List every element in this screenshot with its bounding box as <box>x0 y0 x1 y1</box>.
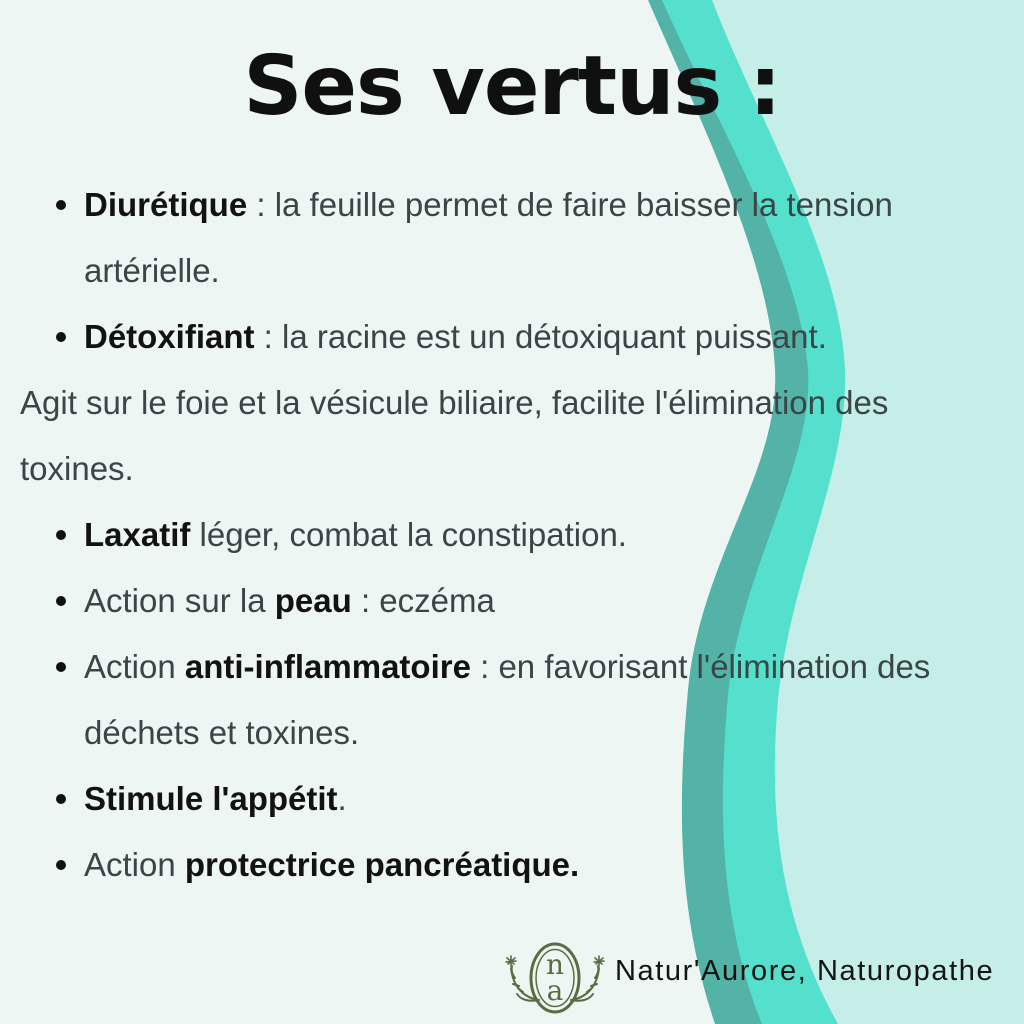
benefit-text-bold: Laxatif <box>84 516 191 553</box>
benefit-text: : eczéma <box>351 582 495 619</box>
benefit-text-bold: Diurétique <box>84 186 248 223</box>
logo-letter-a: a <box>546 974 564 1007</box>
benefit-text: . <box>337 780 347 817</box>
benefit-item <box>84 832 962 898</box>
benefit-item <box>84 634 962 766</box>
bullet-dot <box>56 200 66 210</box>
bullet-dot <box>56 596 66 606</box>
brand-footer <box>503 938 994 1018</box>
benefit-text-bold: Stimule l'appétit <box>84 780 338 817</box>
bullet-dot <box>56 332 66 342</box>
botanical-monogram-logo <box>503 938 607 1018</box>
bullet-dot <box>56 662 66 672</box>
benefit-item <box>84 172 962 304</box>
brand-name: Natur'Aurore, Naturopathe <box>615 954 995 987</box>
benefit-text-bold: peau <box>274 582 352 619</box>
benefit-text: Action sur la <box>84 582 275 619</box>
benefit-paragraph <box>20 370 962 502</box>
benefit-item <box>84 304 962 370</box>
benefit-text-bold: anti-inflammatoire <box>184 648 471 685</box>
benefit-text: : la racine est un détoxiquant puissant. <box>254 318 827 355</box>
bullet-dot <box>56 794 66 804</box>
benefit-text: : la feuille permet de faire baisser la tension artérielle. <box>84 186 893 289</box>
bullet-dot <box>56 530 66 540</box>
logo-letter-n: n <box>545 948 565 981</box>
benefit-text: : en favorisant l'élimination des déchets et toxines. <box>84 648 931 751</box>
benefit-text: Action <box>84 846 185 883</box>
benefit-text-bold: Détoxifiant <box>84 318 255 355</box>
benefits-list <box>20 172 962 898</box>
benefit-text: Action <box>84 648 185 685</box>
page-title: Ses vertus : <box>243 39 781 134</box>
benefit-item <box>84 502 962 568</box>
benefit-item <box>84 766 962 832</box>
benefit-item <box>84 568 962 634</box>
benefit-text: léger, combat la constipation. <box>190 516 627 553</box>
benefit-text-bold: protectrice pancréatique. <box>184 846 580 883</box>
benefit-text: Agit sur le foie et la vésicule biliaire, facilite l'élimination des toxines. <box>20 384 889 487</box>
bullet-dot <box>56 860 66 870</box>
